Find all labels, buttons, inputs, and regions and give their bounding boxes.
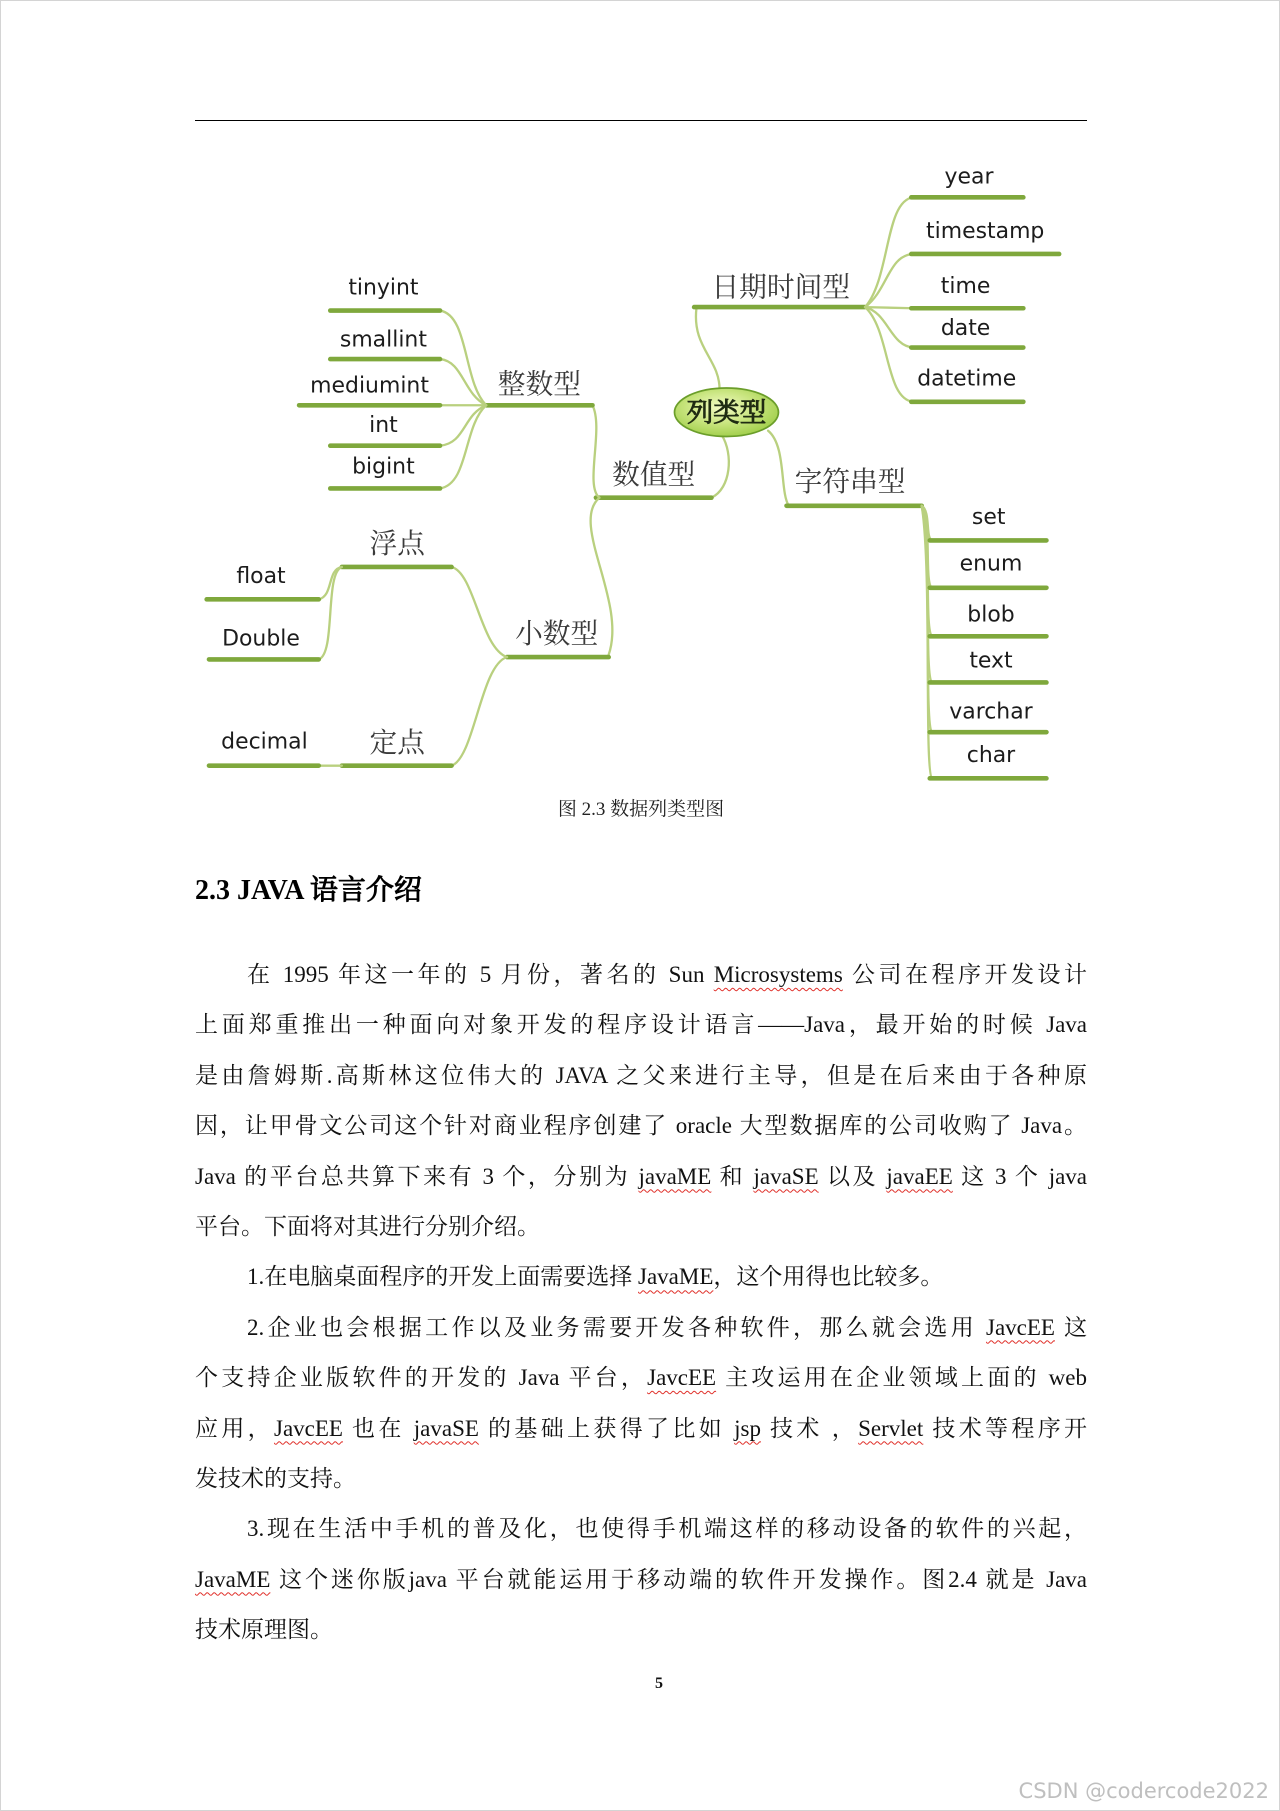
node-label-datetime-category: 日期时间型 [711,271,851,303]
text-run: 这 3 个 java [952,1163,1087,1189]
node-label-bigint: bigint [352,454,415,480]
body-line [195,950,1087,1000]
connector-line [696,308,720,389]
text-run: 公司在程序开发设计 [842,962,1087,987]
text-run: 以及 [818,1163,887,1189]
body-line [195,1303,1087,1353]
body-line [195,1000,1087,1050]
text-run: 的基础上获得了比如 [478,1415,735,1441]
figure-caption: 图 2.3 数据列类型图 [557,799,725,820]
node-label-smallint: smallint [339,327,427,353]
body-line [195,1152,1087,1202]
spellcheck-flagged-word: Microsystems [713,962,843,987]
connector-line [452,657,507,766]
spellcheck-flagged-word: JavaME [195,1566,271,1592]
body-line [195,1605,1087,1655]
node-label-time: time [940,274,991,300]
connector-line [440,405,486,488]
connector-line [452,567,507,657]
body-line [195,1454,1087,1504]
text-run: 技术原理图。 [195,1617,333,1643]
node-label-string-category: 字符串型 [794,465,906,497]
text-run: 技术 ， [760,1415,859,1441]
node-label-floating-point: 浮点 [369,528,426,560]
text-run: ，这个用得也比较多。 [713,1264,944,1290]
text-run: Java 的平台总共算下来有 3 个，分别为 [195,1163,639,1189]
spellcheck-flagged-word: Servlet [858,1415,924,1441]
node-label-enum: enum [959,551,1023,577]
body-line [195,1353,1087,1403]
node-label-integer-category: 整数型 [497,368,581,400]
node-label-varchar: varchar [949,699,1033,725]
text-run: 发技术的支持。 [195,1465,356,1491]
node-label-double: Double [222,626,300,652]
node-label-decimal: decimal [221,729,308,755]
text-run: 上面郑重推出一种面向对象开发的程序设计语言——Java，最开始的时候 Java [195,1012,1087,1038]
connector-line [440,311,486,406]
spellcheck-flagged-word: JavcEE [647,1365,717,1391]
text-run: 是由詹姆斯.高斯林这位伟大的 JAVA 之父来进行主导，但是在后来由于各种原 [195,1062,1087,1088]
section-heading: 2.3 JAVA 语言介绍 [195,875,422,906]
spellcheck-flagged-word: JavaME [638,1264,714,1290]
node-label-tinyint: tinyint [348,275,419,301]
connector-line [865,307,914,402]
node-label-year: year [944,164,994,190]
text-run: 主攻运用在企业领域上面的 web [716,1365,1087,1391]
spellcheck-flagged-word: JavcEE [986,1314,1055,1340]
node-label-numeric-category: 数值型 [612,458,696,490]
connector-line [865,307,914,308]
connector-line [592,405,599,497]
root-node-label: 列类型 [686,397,767,428]
spellcheck-flagged-word: javaEE [886,1163,953,1189]
page-number: 5 [655,1675,663,1692]
spellcheck-flagged-word: javaSE [413,1415,479,1441]
connector-line [440,359,486,405]
body-line [195,1252,1087,1302]
body-line [195,1504,1087,1554]
node-label-date: date [940,315,991,341]
connector-line [440,405,486,445]
text-run: 在 1995 年这一年的 5 月份，著名的 Sun [247,962,714,987]
text-run: 1.在电脑桌面程序的开发上面需要选择 [247,1264,638,1290]
node-label-text: text [969,648,1013,674]
node-label-blob: blob [967,602,1015,628]
body-line [195,1051,1087,1101]
connector-line [865,254,914,307]
node-label-timestamp: timestamp [926,218,1045,244]
text-run: 技术等程序开 [923,1415,1087,1441]
connector-line [865,197,914,307]
text-run: 2.企业也会根据工作以及业务需要开发各种软件，那么就会选用 [247,1314,987,1340]
text-run: 应用， [195,1415,274,1441]
node-label-char: char [966,743,1016,769]
body-line [195,1404,1087,1454]
spellcheck-flagged-word: javaME [638,1163,712,1189]
text-run: 也在 [342,1415,414,1441]
text-run: 平台。下面将对其进行分别介绍。 [195,1213,540,1239]
watermark: CSDN @codercode2022 [1018,1779,1269,1803]
text-run: 这个迷你版java 平台就能运用于移动端的软件开发操作。图2.4 就是 Java [270,1566,1087,1592]
connector-line [865,307,914,347]
node-label-int: int [369,412,398,438]
body-line [195,1555,1087,1605]
text-run: 个支持企业版软件的开发的 Java 平台， [195,1365,648,1391]
spellcheck-flagged-word: JavcEE [274,1415,343,1441]
connector-line [319,567,342,599]
text-run: 3.现在生活中手机的普及化，也使得手机端这样的移动设备的软件的兴起， [247,1516,1087,1542]
spellcheck-flagged-word: javaSE [753,1163,819,1189]
column-type-mind-map [1,1,1280,798]
node-label-fixed-point: 定点 [369,726,426,758]
text-run: 这 [1054,1314,1087,1340]
node-label-decimal-category: 小数型 [515,618,599,650]
body-line [195,1101,1087,1151]
node-label-set: set [971,505,1006,531]
connector-line [768,431,789,506]
node-label-float: float [236,564,286,590]
body-line [195,1202,1087,1252]
text-run: 因，让甲骨文公司这个针对商业程序创建了 oracle 大型数据库的公司收购了 Java。 [195,1113,1087,1139]
node-label-datetime: datetime [917,366,1017,392]
text-run: 和 [711,1163,754,1189]
connector-line [711,435,728,497]
node-label-mediumint: mediumint [310,373,429,399]
body-text [195,950,1087,1655]
spellcheck-flagged-word: jsp [734,1415,761,1441]
